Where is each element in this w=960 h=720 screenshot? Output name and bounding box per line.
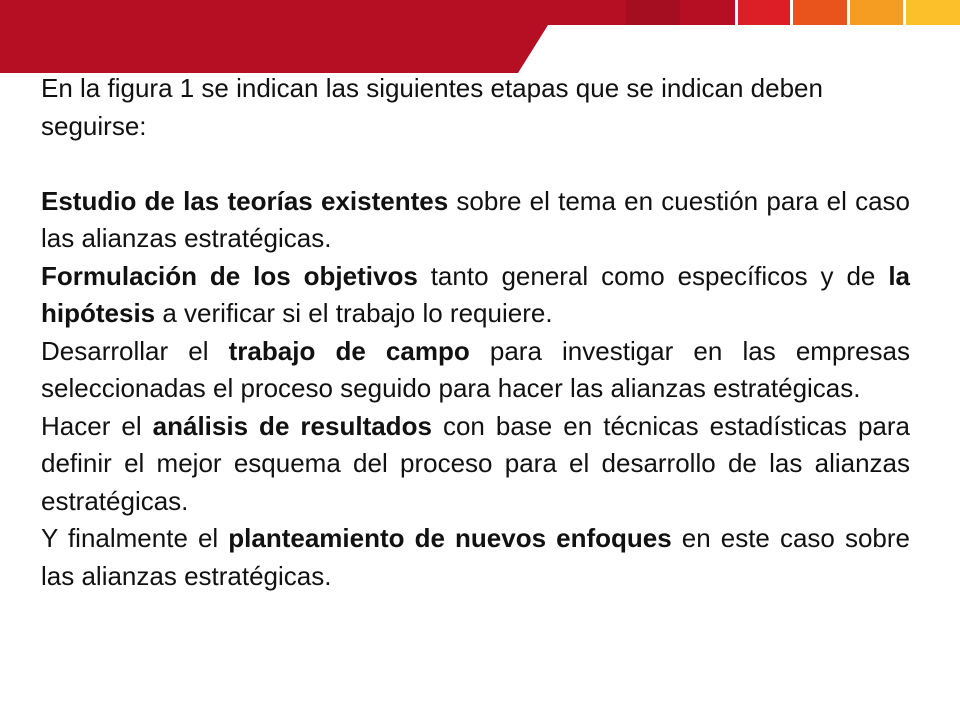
slide-body — [41, 70, 910, 595]
step-text: a verificar si el trabajo lo requiere. — [155, 298, 553, 328]
step-paragraph — [41, 258, 910, 333]
step-text: sobre el tema en cuestión para el caso las alianzas estratégicas. — [41, 185, 911, 253]
step-text: para investigar en las empresas seleccionadas el proceso seguido para hacer las alianzas estratégicas. — [41, 335, 911, 403]
header-banner — [0, 0, 960, 80]
intro-text: En la figura 1 se indican las siguientes etapas que se indican deben seguirse: — [41, 73, 823, 141]
header-swatch-red — [738, 0, 790, 25]
header-swatch-dark-red — [626, 0, 680, 25]
header-swatch-amber — [850, 0, 903, 25]
step-paragraph — [41, 183, 910, 258]
step-text: Hacer el — [41, 410, 153, 441]
step-text: tanto general como específicos y de — [417, 260, 889, 291]
step-highlight: la hipótesis — [41, 260, 910, 328]
step-paragraph — [41, 408, 910, 521]
step-highlight: análisis de resultados — [152, 410, 432, 441]
step-paragraph — [41, 520, 910, 595]
header-red-band — [0, 0, 735, 73]
step-paragraph — [41, 333, 910, 408]
header-swatch-yellow — [906, 0, 960, 25]
step-highlight: planteamiento de nuevos enfoques — [228, 523, 672, 553]
step-text: con base en técnicas estadísticas para definir el mejor esquema del proceso para el desarrollo de las alianzas estratégicas. — [41, 410, 910, 516]
step-highlight: Formulación de los objetivos — [41, 260, 418, 291]
step-text: Y finalmente el — [41, 523, 229, 553]
step-text: en este caso sobre las alianzas estratégicas. — [41, 523, 910, 591]
header-swatch-orange — [793, 0, 847, 25]
step-highlight: trabajo de campo — [228, 335, 470, 366]
step-text: Desarrollar el — [41, 335, 229, 366]
paragraph-spacer — [41, 145, 910, 183]
step-highlight: Estudio de las teorías existentes — [41, 185, 449, 216]
